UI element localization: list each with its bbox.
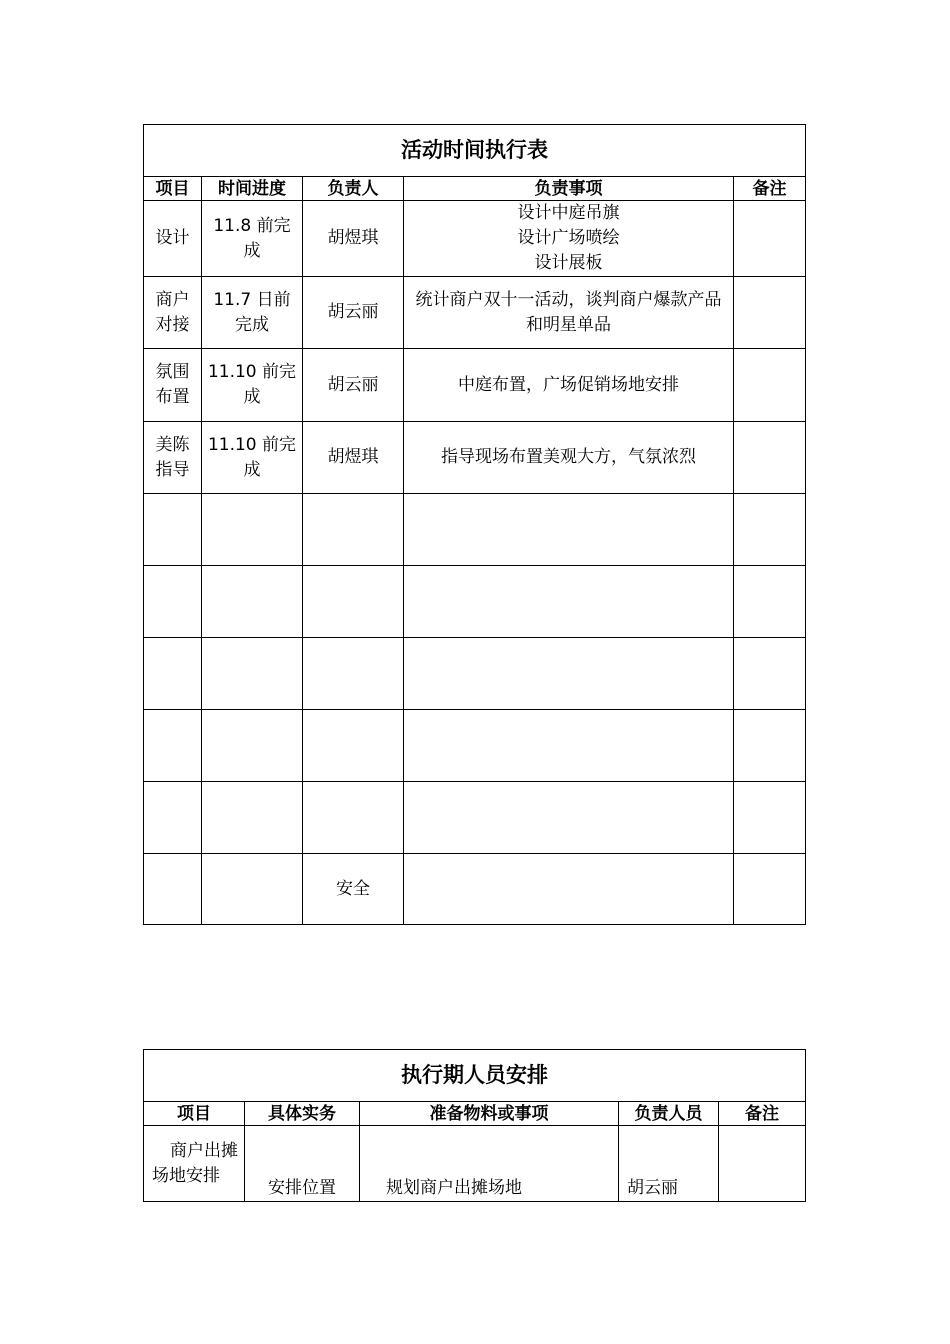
table-row [144, 349, 806, 422]
cell-item [144, 566, 202, 638]
cell-note [734, 782, 806, 854]
cell-tasks [404, 566, 734, 638]
column-header-owner: 负责人 [303, 177, 404, 201]
cell-tasks [404, 638, 734, 710]
table-row [144, 1126, 806, 1202]
cell-note [734, 277, 806, 349]
cell-time [202, 710, 303, 782]
cell-owner: 胡云丽 [619, 1126, 719, 1202]
table-row [144, 494, 806, 566]
cell-item [144, 638, 202, 710]
task-line: 设计中庭吊旗 [517, 203, 620, 223]
column-header-tasks: 负责事项 [404, 177, 734, 201]
cell-tasks [404, 854, 734, 925]
cell-owner: 胡煜琪 [303, 201, 404, 277]
cell-note [734, 494, 806, 566]
cell-time [202, 854, 303, 925]
cell-item: 商户出摊场地安排 [144, 1126, 245, 1202]
column-header-item: 项目 [144, 177, 202, 201]
cell-note [734, 638, 806, 710]
cell-tasks [404, 494, 734, 566]
table-title: 执行期人员安排 [144, 1050, 806, 1102]
cell-note [734, 201, 806, 277]
cell-item [144, 710, 202, 782]
cell-tasks [404, 201, 734, 277]
cell-item: 氛围布置 [144, 349, 202, 422]
cell-tasks [404, 782, 734, 854]
column-header-item: 项目 [144, 1102, 245, 1126]
cell-owner [303, 782, 404, 854]
cell-note [734, 854, 806, 925]
column-header-detail: 具体实务 [245, 1102, 360, 1126]
table-row [144, 782, 806, 854]
table-row [144, 710, 806, 782]
cell-item: 商户对接 [144, 277, 202, 349]
cell-owner [303, 566, 404, 638]
table-row [144, 422, 806, 494]
cell-item: 美陈指导 [144, 422, 202, 494]
cell-item [144, 494, 202, 566]
column-header-owner: 负责人员 [619, 1102, 719, 1126]
cell-time: 11.10 前完成 [202, 422, 303, 494]
cell-note [734, 710, 806, 782]
cell-item: 设计 [144, 201, 202, 277]
staff-arrangement-table [143, 1049, 806, 1202]
task-line: 设计展板 [534, 253, 603, 273]
cell-owner: 胡云丽 [303, 277, 404, 349]
cell-item [144, 854, 202, 925]
cell-owner [303, 638, 404, 710]
table-row [144, 277, 806, 349]
table-row [144, 201, 806, 277]
cell-note [734, 422, 806, 494]
cell-tasks: 统计商户双十一活动，谈判商户爆款产品和明星单品 [404, 277, 734, 349]
cell-time: 11.10 前完成 [202, 349, 303, 422]
cell-owner: 胡煜琪 [303, 422, 404, 494]
cell-detail: 安排位置 [245, 1126, 360, 1202]
column-header-time: 时间进度 [202, 177, 303, 201]
cell-owner [303, 710, 404, 782]
cell-item [144, 782, 202, 854]
cell-time: 11.7 日前完成 [202, 277, 303, 349]
cell-time [202, 782, 303, 854]
cell-note [734, 349, 806, 422]
cell-time [202, 566, 303, 638]
cell-time [202, 494, 303, 566]
cell-tasks [404, 710, 734, 782]
column-header-materials: 准备物料或事项 [360, 1102, 619, 1126]
column-header-note: 备注 [734, 177, 806, 201]
cell-time: 11.8 前完成 [202, 201, 303, 277]
cell-note [719, 1126, 806, 1202]
cell-owner: 胡云丽 [303, 349, 404, 422]
column-header-note: 备注 [719, 1102, 806, 1126]
table-row [144, 638, 806, 710]
cell-owner: 安全 [303, 854, 404, 925]
cell-note [734, 566, 806, 638]
table-row [144, 566, 806, 638]
cell-tasks: 中庭布置，广场促销场地安排 [404, 349, 734, 422]
cell-tasks: 指导现场布置美观大方，气氛浓烈 [404, 422, 734, 494]
table-title: 活动时间执行表 [144, 125, 806, 177]
table-row [144, 854, 806, 925]
cell-owner [303, 494, 404, 566]
activity-schedule-table [143, 124, 806, 925]
task-line: 设计广场喷绘 [517, 228, 620, 248]
cell-materials: 规划商户出摊场地 [360, 1126, 619, 1202]
cell-time [202, 638, 303, 710]
